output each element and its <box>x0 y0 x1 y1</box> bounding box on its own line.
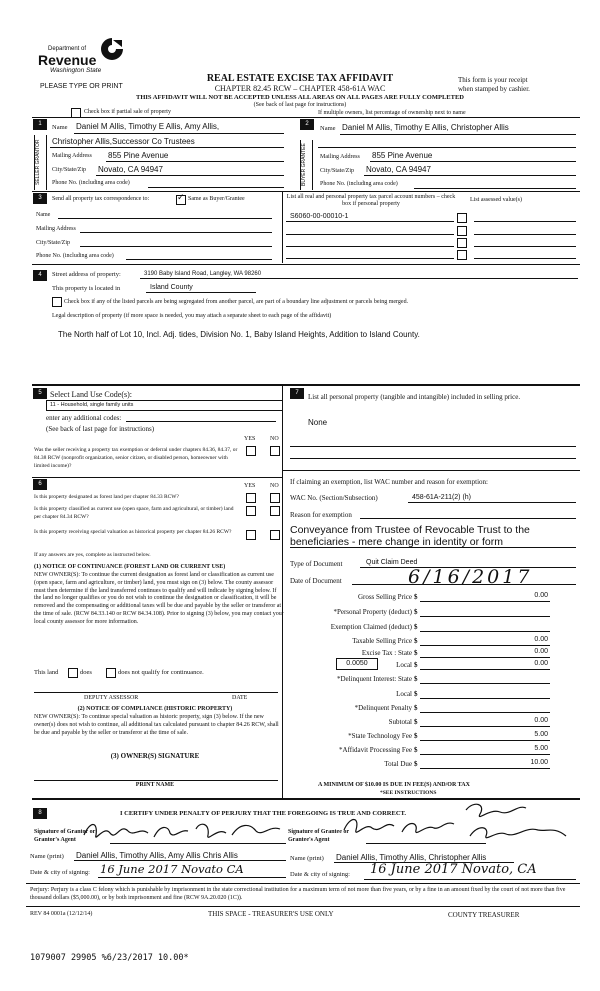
section-3-bottom-rule <box>32 264 580 265</box>
buyer-city-rule <box>364 175 576 176</box>
seller-name-line1[interactable]: Daniel M Allis, Timothy E Allis, Amy Allis, <box>76 122 220 131</box>
grantee-sig-rule <box>366 843 486 844</box>
location-county[interactable]: Island County <box>150 284 193 291</box>
tax-row-value[interactable]: 0.00 <box>534 636 548 643</box>
land-use-select[interactable] <box>46 400 283 411</box>
tax-row-label: *Personal Property (deduct) <box>333 608 412 616</box>
tax-row-label: *Delinquent Interest: State <box>336 675 412 683</box>
tax-rate-box[interactable] <box>336 658 378 670</box>
grantor-date-rule <box>98 877 286 878</box>
segregated-label: Check box if any of the listed parcels are being segregated from another parcel, are part of a boundary line adjustment or parcels being merged. <box>64 299 409 305</box>
agency-state: Washington State <box>50 67 102 74</box>
section-5-badge: 5 <box>33 388 47 399</box>
deputy-assessor-label: DEPUTY ASSESSOR <box>84 695 139 701</box>
buyer-city-label: City/State/Zip <box>320 168 354 174</box>
this-land-label: This land <box>34 669 59 676</box>
see-instructions: *SEE INSTRUCTIONS <box>380 790 437 796</box>
wac-rule <box>408 502 576 503</box>
forest-q2-no[interactable] <box>270 506 280 516</box>
tax-row-rule <box>420 616 550 617</box>
land-does-not-label: does not qualify for continuance. <box>118 669 204 676</box>
receipt-note-2: when stamped by cashier. <box>458 85 530 93</box>
grantee-name[interactable]: Daniel Allis, Timothy Allis, Christopher Allis <box>336 853 487 862</box>
grantor-name-rule <box>74 860 286 861</box>
street-rule <box>140 278 578 279</box>
same-as-buyer-label: Same as Buyer/Grantee <box>188 196 245 202</box>
buyer-name-label: Name <box>320 125 336 132</box>
exemption-reason[interactable]: Conveyance from Trustee of Revocable Trust to the beneficiaries - mere change in identity or form <box>290 524 530 548</box>
parcel-rule-3 <box>286 246 454 247</box>
assessed-rule-1 <box>474 221 576 222</box>
personal-property-rule-1 <box>290 446 576 447</box>
buyer-name2-rule <box>318 147 576 148</box>
tax-row-currency: $ <box>414 690 418 698</box>
tax-row-currency: $ <box>414 649 418 657</box>
certify-statement: I CERTIFY UNDER PENALTY OF PERJURY THAT THE FOREGOING IS TRUE AND CORRECT. <box>120 810 407 817</box>
forest-q3-no[interactable] <box>270 530 280 540</box>
send-correspondence-label: Send all property tax correspondence to: <box>52 196 150 202</box>
agency-line1: Department of <box>48 46 87 52</box>
wac-number[interactable]: 458-61A-211(2) (h) <box>412 494 472 501</box>
forest-q1: Is this property designated as forest land per chapter 84.33 RCW? <box>34 494 179 500</box>
grantor-date-label: Date & city of signing: <box>30 869 90 876</box>
tax-row-rule <box>420 712 550 713</box>
legal-description[interactable]: The North half of Lot 10, Incl. Adj. tides, Division No. 1, Baby Island Heights, Addition to Island County. <box>58 330 420 339</box>
tax-row-rule <box>420 645 550 646</box>
notice2-title: (2) NOTICE OF COMPLIANCE (HISTORIC PROPERTY) <box>77 706 233 712</box>
tax-row-label: Gross Selling Price <box>357 593 412 601</box>
grantor-name[interactable]: Daniel Allis, Timothy Allis, Amy Allis Chris Allis <box>76 851 238 860</box>
personal-property-checkbox-2[interactable] <box>457 226 467 236</box>
notice1-body: NEW OWNER(S): To continue the current designation as forest land or classification as current use (open space, farm and agriculture, or timber) land, you must sign on (3) below. The county assessor must then determine if the land transferred continues to qualify and will indicate by signing below. If the land no longer qualifies or you do not wish to continue the designation or classification, it will be removed and the compensating or additional taxes will be due and payable by the seller or transferor at the time of sale. (RCW 84.33.140 or RCW 84.34.108). Prior to signing (3) below, you may contact your local county assessor for more information. <box>34 572 284 625</box>
agency-name: Revenue <box>38 52 97 68</box>
corr-city-rule <box>80 246 272 247</box>
tax-row-rule <box>420 657 550 658</box>
seller-phone-rule <box>148 187 284 188</box>
personal-property-checkbox-1[interactable] <box>457 213 467 223</box>
tax-row-currency: $ <box>414 704 418 712</box>
buyer-mailing[interactable]: 855 Pine Avenue <box>372 151 433 160</box>
forest-q2: Is this property classified as current use (open space, farm and agricultural, or timber) land per chapter 84.34 RCW? <box>34 506 234 520</box>
tax-row-rule <box>420 631 550 632</box>
notice1-title: (1) NOTICE OF CONTINUANCE (FOREST LAND OR CURRENT USE) <box>34 564 226 570</box>
tax-row-value[interactable]: 0.00 <box>534 592 548 599</box>
land-use-code: 11 - Household, single family units <box>50 402 134 408</box>
print-name-label: PRINT NAME <box>135 782 175 788</box>
doc-type[interactable]: Quit Claim Deed <box>366 559 418 566</box>
receipt-note-1: This form is your receipt <box>458 76 528 84</box>
select-land-use-label: Select Land Use Code(s): <box>50 390 132 399</box>
tax-row-currency: $ <box>414 637 418 645</box>
additional-codes-label: enter any additional codes: <box>46 414 122 422</box>
corr-name-label: Name <box>36 212 51 218</box>
section-1-badge: 1 <box>33 119 47 130</box>
parcel-number[interactable]: S6060-00-00010-1 <box>290 213 349 220</box>
seller-city-rule <box>96 175 284 176</box>
treasurer-use-label: THIS SPACE - TREASURER'S USE ONLY <box>208 910 334 918</box>
forest-q3: Is this property receiving special valuation as historical property per chapter 84.26 RCW? <box>34 529 232 535</box>
exemption-yes-checkbox[interactable] <box>246 446 256 456</box>
claim-exemption-label: If claiming an exemption, list WAC number and reason for exemption: <box>290 478 488 486</box>
section-3-badge: 3 <box>33 193 47 204</box>
parcel-rule-1 <box>286 221 454 222</box>
tax-row-label: Taxable Selling Price <box>352 637 412 645</box>
tax-row-currency: $ <box>414 746 418 754</box>
parcel-rule-4 <box>286 258 454 259</box>
if-yes-note: If any answers are yes, complete as instructed below. <box>34 552 151 558</box>
forest-q1-yes[interactable] <box>246 493 256 503</box>
section-1-top-rule <box>32 117 580 118</box>
corr-city-label: City/State/Zip <box>36 240 70 246</box>
legal-description-label: Legal description of property (if more space is needed, you may attach a separate sheet to each page of the affidavit) <box>52 313 332 319</box>
buyer-mailing-label: Mailing Address <box>320 154 360 160</box>
personal-property-checkbox-4[interactable] <box>457 250 467 260</box>
grantee-name-label: Name (print) <box>290 855 324 862</box>
notice2-body: NEW OWNER(S): To continue special valuation as historic property, sign (3) below. If the new owner(s) does not wish to continue, all additional tax calculated pursuant to chapter 84.26 RCW, shall be due and payable by the seller or transferor at the time of sale. <box>34 714 279 736</box>
seller-city-label: City/State/Zip <box>52 167 86 173</box>
tax-rate: 0.0050 <box>346 660 368 667</box>
see-back-note: (See back of last page for instructions) <box>253 102 347 108</box>
tax-row-currency: $ <box>414 608 418 616</box>
middle-divider <box>282 384 283 798</box>
assessor-date-label: DATE <box>232 695 248 701</box>
corr-mailing-label: Mailing Address <box>36 226 76 232</box>
forest-no-label: NO <box>270 483 279 489</box>
land-does-not-checkbox[interactable] <box>106 668 116 678</box>
land-use-yes-label: YES <box>244 436 256 442</box>
reason-rule <box>360 518 576 519</box>
personal-property-rule-2 <box>290 458 576 459</box>
seller-name2-rule <box>50 147 284 148</box>
section-7-badge: 7 <box>290 388 304 399</box>
section-5-bottom-rule <box>32 477 282 478</box>
tax-row-value[interactable]: 5.00 <box>534 745 548 752</box>
assessed-rule-4 <box>474 258 576 259</box>
tax-row-label: Exemption Claimed (deduct) <box>330 623 412 631</box>
section-2-bottom-rule <box>32 191 580 192</box>
tax-row-label: Subtotal <box>388 718 412 726</box>
seller-phone-label: Phone No. (including area code) <box>52 180 130 186</box>
grantee-date-label: Date & city of signing: <box>290 871 350 878</box>
please-type: PLEASE TYPE OR PRINT <box>40 83 123 90</box>
corr-name-rule <box>58 218 272 219</box>
buyer-side-label: BUYER GRANTEE <box>300 140 313 190</box>
tax-row-value[interactable]: 10.00 <box>530 759 548 766</box>
owner-signature-label: (3) OWNER(S) SIGNATURE <box>110 752 200 760</box>
tax-row-rule <box>420 754 550 755</box>
tax-row-label: Local <box>396 661 412 669</box>
tax-row-rule <box>420 669 550 670</box>
parcel-accounts-label: List all real and personal property tax parcel account numbers – check box if personal property <box>286 194 456 207</box>
section-4-badge: 4 <box>33 270 47 281</box>
perjury-top-rule <box>26 883 580 884</box>
grantor-signature-label: Signature of Grantor or Grantor's Agent <box>34 829 96 843</box>
tax-row-rule <box>420 768 550 769</box>
section-6-badge: 6 <box>33 479 47 490</box>
form-number: REV 84 0001a (12/12/14) <box>30 911 93 917</box>
additional-codes-rule <box>126 421 276 422</box>
partial-sale-label: Check box if partial sale of property <box>84 109 171 115</box>
seller-side-label: SELLER GRANTOR <box>34 135 47 190</box>
corr-phone-label: Phone No. (including area code) <box>36 253 114 259</box>
minimum-note: A MINIMUM OF $10.00 IS DUE IN FEE(S) AND/OR TAX <box>318 782 470 788</box>
tax-row-value[interactable]: 0.00 <box>534 717 548 724</box>
tax-row-rule <box>420 726 550 727</box>
tax-row-value[interactable]: 0.00 <box>534 648 548 655</box>
section-4-bottom-rule <box>32 384 580 386</box>
grantor-date[interactable]: 16 June 2017 Novato CA <box>100 862 244 876</box>
tax-row-label: Local <box>396 690 412 698</box>
exemption-question: Was the seller receiving a property tax exemption or deferral under chapters 84.36, 84.37, or 84.38 RCW (nonprofit organization, senior citizen, or disabled person, homeowner with limited income)? <box>34 447 238 469</box>
assessed-rule-2 <box>474 234 576 235</box>
tax-row-rule <box>420 740 550 741</box>
tax-row-rule <box>420 601 550 602</box>
grantor-name-label: Name (print) <box>30 853 64 860</box>
section-7-bottom-rule <box>282 470 580 471</box>
tax-row-label: *Affidavit Processing Fee <box>339 746 412 754</box>
owner-sig-rule <box>34 780 278 781</box>
seller-name-label: Name <box>52 124 68 131</box>
land-use-no-label: NO <box>270 436 279 442</box>
assessor-sig-rule <box>34 692 278 693</box>
street-address[interactable]: 3190 Baby Island Road, Langley, WA 98260 <box>144 271 262 277</box>
county-treasurer-label: COUNTY TREASURER <box>448 911 520 919</box>
doc-date[interactable]: 6/16/2017 <box>408 566 533 588</box>
land-use-see-back: (See back of last page for instructions) <box>46 425 155 433</box>
seller-mailing-label: Mailing Address <box>52 153 92 159</box>
land-does-checkbox[interactable] <box>68 668 78 678</box>
tax-row-value[interactable]: 5.00 <box>534 731 548 738</box>
seller-mailing[interactable]: 855 Pine Avenue <box>108 151 169 160</box>
form-warning: THIS AFFIDAVIT WILL NOT BE ACCEPTED UNLESS ALL AREAS ON ALL PAGES ARE FULLY COMPLETED <box>136 94 464 101</box>
tax-row-label: *Delinquent Penalty <box>354 704 412 712</box>
forest-q3-yes[interactable] <box>246 530 256 540</box>
multiple-owners-label: If multiple owners, list percentage of ownership next to name <box>318 110 466 116</box>
perjury-bottom-rule <box>26 906 580 907</box>
perjury-notice: Perjury: Perjury is a class C felony which is punishable by imprisonment in the state correctional institution for a maximum term of not more than five years, or by a fine in an amount fixed by the court of not more than five thousand dollars ($5,000.00), or by both imprisonment and fine (RCW 9A.20.020 (1C)). <box>30 887 566 901</box>
forest-q1-no[interactable] <box>270 493 280 503</box>
tax-row-rule <box>420 683 550 684</box>
buyer-name[interactable]: Daniel M Allis, Timothy E Allis, Christopher Allis <box>342 123 509 132</box>
seller-name-rule <box>74 133 284 134</box>
grantor-sig-rule <box>110 843 286 844</box>
buyer-name-rule <box>340 134 576 135</box>
seller-city[interactable]: Novato, CA 94947 <box>98 165 163 174</box>
doc-type-label: Type of Document <box>290 560 343 568</box>
tax-row-currency: $ <box>414 760 418 768</box>
land-does-label: does <box>80 669 92 676</box>
street-label: Street address of property: <box>52 271 121 278</box>
assessed-rule-3 <box>474 246 576 247</box>
buyer-phone-label: Phone No. (including area code) <box>320 181 398 187</box>
tax-row-currency: $ <box>414 675 418 683</box>
section-2-badge: 2 <box>300 119 314 130</box>
wac-label: WAC No. (Section/Subsection) <box>290 494 378 502</box>
tax-row-currency: $ <box>414 732 418 740</box>
personal-property-label: List all personal property (tangible and intangible) included in selling price. <box>308 393 521 401</box>
reason-label: Reason for exemption <box>290 511 352 519</box>
tax-row-label: Total Due <box>384 760 412 768</box>
same-as-buyer-checkbox[interactable] <box>176 195 186 205</box>
tax-row-label: Excise Tax : State <box>361 649 412 657</box>
personal-property-checkbox-3[interactable] <box>457 238 467 248</box>
form-chapter: CHAPTER 82.45 RCW – CHAPTER 458-61A WAC <box>214 84 386 93</box>
doc-date-label: Date of Document <box>290 577 342 585</box>
tax-row-currency: $ <box>414 661 418 669</box>
forest-q2-yes[interactable] <box>246 506 256 516</box>
section-3-divider <box>282 191 283 263</box>
tax-row-currency: $ <box>414 623 418 631</box>
exemption-no-checkbox[interactable] <box>270 446 280 456</box>
location-rule <box>146 292 256 293</box>
grantee-signature-label: Signature of Grantee or Grantee's Agent <box>288 829 349 843</box>
segregated-checkbox[interactable] <box>52 297 62 307</box>
parcel-rule-2 <box>286 234 454 235</box>
grantee-date-rule <box>364 879 576 880</box>
seller-name-line2[interactable]: Christopher Allis,Successor Co Trustees <box>52 137 195 146</box>
doc-date-rule <box>352 584 576 585</box>
buyer-mailing-rule <box>370 161 576 162</box>
buyer-city[interactable]: Novato, CA 94947 <box>366 165 431 174</box>
tax-row-value[interactable]: 0.00 <box>534 660 548 667</box>
tax-row-currency: $ <box>414 718 418 726</box>
corr-phone-rule <box>126 259 272 260</box>
receipt-stamp: 1079007 29905 %6/23/2017 10.00* <box>30 953 189 963</box>
form-title: REAL ESTATE EXCISE TAX AFFIDAVIT <box>206 73 394 84</box>
buyer-phone-rule <box>414 188 576 189</box>
tax-row-label: *State Technology Fee <box>348 732 412 740</box>
personal-property-value[interactable]: None <box>308 418 328 427</box>
dor-logo <box>30 36 130 74</box>
reason-rule-2 <box>290 547 576 548</box>
tax-row-currency: $ <box>414 593 418 601</box>
grantee-date[interactable]: 16 June 2017 Novato, CA <box>370 862 537 877</box>
tax-row-rule <box>420 698 550 699</box>
corr-mailing-rule <box>80 232 272 233</box>
seller-mailing-rule <box>106 161 284 162</box>
dor-logo-icon <box>98 36 126 62</box>
section-8-badge: 8 <box>33 808 47 819</box>
assessed-values-label: List assessed value(s) <box>470 197 522 203</box>
forest-yes-label: YES <box>244 483 256 489</box>
location-label: This property is located in <box>52 285 121 292</box>
